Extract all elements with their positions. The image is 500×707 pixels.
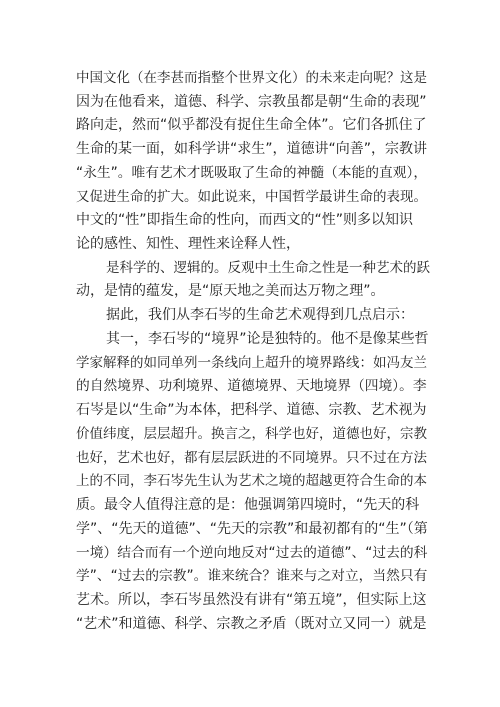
text-line: 价值纬度，层层超升。换言之，科学也好，道德也好，宗教 xyxy=(76,426,427,442)
text-line: 学”、“过去的宗教”。谁来统合？谁来与之对立，当然只有 xyxy=(76,568,428,584)
text-line: “永生”。唯有艺术才既吸取了生命的神髓（本能的直观）， xyxy=(76,165,428,181)
text-line: 一境）结合而有一个逆向地反对“过去的道德”、“过去的科 xyxy=(76,545,428,561)
text-line: 又促进生命的扩大。如此说来，中国哲学最讲生命的表现。 xyxy=(76,189,427,205)
text-line: 学家解释的如同单列一条线向上超升的境界路线：如冯友兰 xyxy=(76,355,427,371)
text-line: 也好，艺术也好，都有层层跃进的不同境界。只不过在方法 xyxy=(76,450,427,466)
text-line: 学”、“先天的道德”、“先天的宗教”和最初都有的“生”（第 xyxy=(76,521,428,537)
text-line: 中文的“性”即指生命的性向，而西文的“性”则多以知识 xyxy=(76,212,414,228)
text-line: 因为在他看来，道德、科学、宗教虽都是朝“生命的表现” xyxy=(76,94,427,110)
text-line: 其一，李石岑的“境界”论是独特的。他不是像某些哲 xyxy=(106,331,429,347)
text-line: 生命的某一面，如科学讲“求生”，道德讲“向善”，宗教讲 xyxy=(76,141,428,157)
text-line: 动，是情的蕴发，是“原天地之美而达万物之理”。 xyxy=(76,283,385,299)
text-line: 上的不同，李石岑先生认为艺术之境的超越更符合生命的本 xyxy=(76,473,427,489)
text-line: 的自然境界、功利境界、道德境界、天地境界（四境）。李 xyxy=(76,378,427,394)
text-line: 中国文化（在李甚而指整个世界文化）的未来走向呢？这是 xyxy=(76,70,427,86)
text-line: 是科学的、逻辑的。反观中土生命之性是一种艺术的跃 xyxy=(106,260,430,276)
text-line: “艺术”和道德、科学、宗教之矛盾（既对立又同一）就是 xyxy=(76,616,427,632)
text-line: 论的感性、知性、理性来诠释人性， xyxy=(76,236,300,252)
text-line: 石岑是以“生命”为本体，把科学、道德、宗教、艺术视为 xyxy=(76,402,427,418)
text-line: 路向走，然而“似乎都没有捉住生命全体”。它们各抓住了 xyxy=(76,117,427,133)
text-line: 艺术。所以，李石岑虽然没有讲有“第五境”，但实际上这 xyxy=(76,592,427,608)
text-line: 据此，我们从李石岑的生命艺术观得到几点启示： xyxy=(106,307,414,323)
text-line: 质。最令人值得注意的是：他强调第四境时，“先天的科 xyxy=(76,497,420,513)
